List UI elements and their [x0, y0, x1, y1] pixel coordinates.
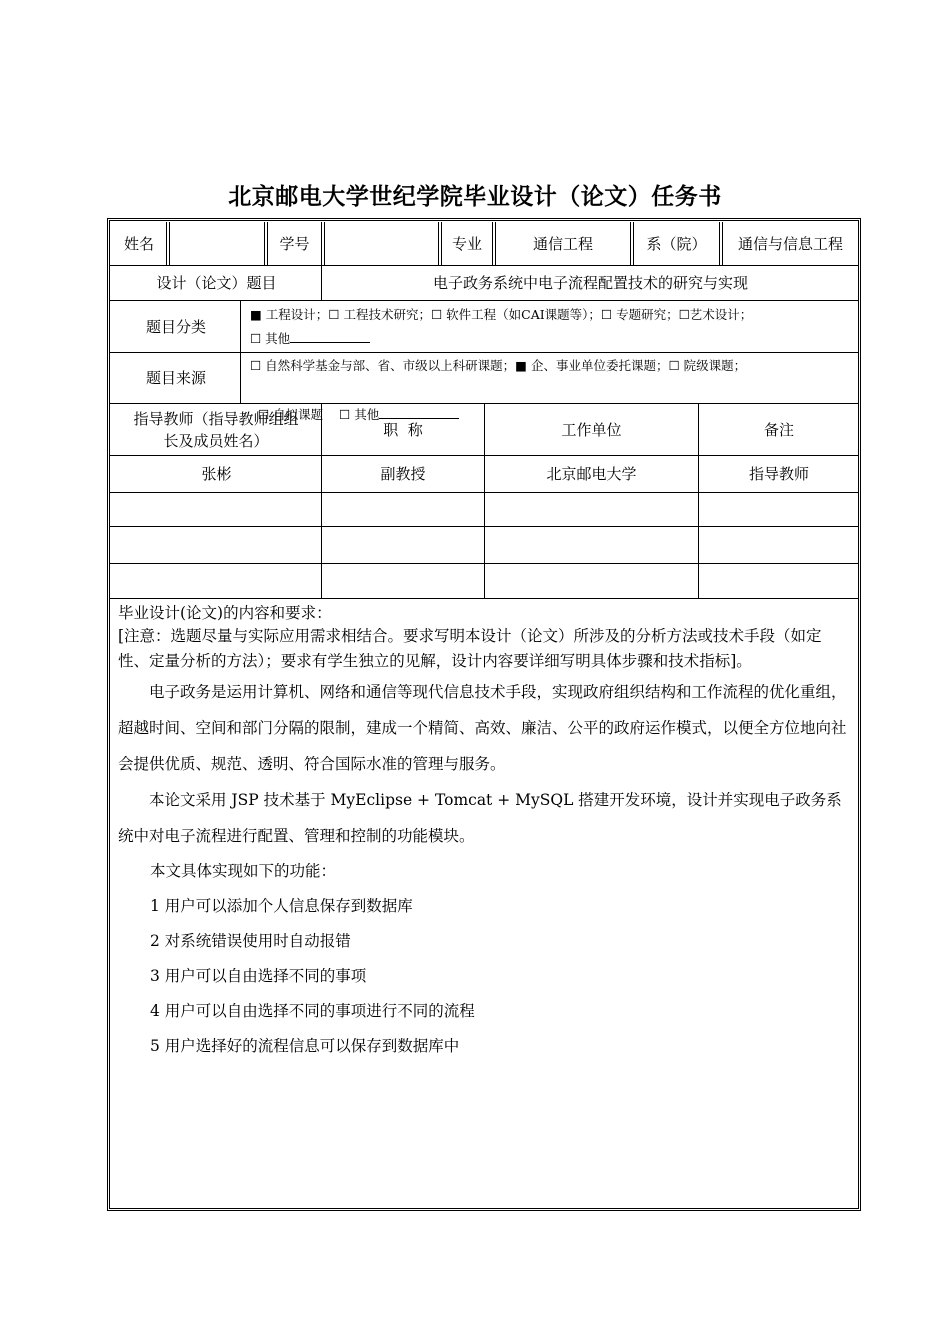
content-paragraph: 电子政务是运用计算机、网络和通信等现代信息技术手段，实现政府组织结构和工作流程的优化重组，超越时间、空间和部门分隔的限制，建成一个精简、高效、廉洁、公平的政府运作模式，以便全方位地向社会提供优质、规范、透明、符合国际水准的管理与服务。 [118, 683, 847, 773]
category-other-option: ☐ 其他 [250, 331, 291, 346]
advisor-title[interactable] [322, 493, 484, 526]
col-divider [438, 222, 439, 265]
col-divider [264, 222, 265, 265]
function-item: 3 用户可以自由选择不同的事项 [150, 967, 367, 985]
content-note: [注意：选题尽量与实际应用需求相结合。要求写明本设计（论文）所涉及的分析方法或技术手段（如定性、定量分析的方法）；要求有学生独立的见解，设计内容要详细写明具体步骤和技术指标]。 [118, 627, 822, 670]
department-label: 系（院） [646, 234, 707, 253]
page-title: 北京邮电大学世纪学院毕业设计（论文）任务书 [228, 183, 722, 210]
advisor-unit[interactable] [485, 527, 698, 563]
function-item: 1 用户可以添加个人信息保存到数据库 [150, 897, 413, 915]
student-id-value[interactable] [325, 222, 438, 265]
advisor-header-name: 指导教师（指导教师组组长及成员姓名） [133, 409, 299, 450]
source-label: 题目来源 [145, 369, 206, 387]
advisor-name[interactable] [112, 527, 321, 563]
content-paragraph: 本论文采用 JSP 技术基于 MyEclipse + Tomcat + MySQL 搭建开发环境，设计并实现电子政务系统中对电子流程进行配置、管理和控制的功能模块。 [118, 791, 842, 845]
col-divider [240, 300, 241, 403]
content-section [118, 602, 852, 1064]
category-options-line2 [250, 327, 370, 351]
advisor-remark[interactable] [699, 493, 859, 526]
advisor-unit[interactable] [485, 564, 698, 598]
category-other-blank[interactable] [290, 328, 370, 343]
function-item: 5 用户选择好的流程信息可以保存到数据库中 [150, 1037, 460, 1055]
advisor-header-unit: 工作单位 [561, 420, 622, 439]
advisor-header-title: 职 称 [383, 420, 423, 439]
row-divider [109, 598, 859, 599]
content-heading: 毕业设计(论文)的内容和要求： [118, 604, 332, 622]
function-item: 4 用户可以自由选择不同的事项进行不同的流程 [150, 1002, 475, 1020]
major-value: 通信工程 [532, 234, 593, 253]
advisor-title: 副教授 [380, 465, 426, 483]
advisor-remark: 指导教师 [748, 465, 809, 483]
advisor-unit[interactable] [485, 493, 698, 526]
advisor-header-remark: 备注 [763, 420, 794, 439]
col-divider [321, 222, 322, 265]
advisor-title[interactable] [322, 527, 484, 563]
source-other-option: ☐ 自拟课题 ☐ 其他 [257, 407, 380, 422]
advisor-name: 张彬 [201, 465, 232, 483]
function-list-intro: 本文具体实现如下的功能： [150, 862, 337, 880]
category-label: 题目分类 [145, 317, 206, 336]
col-divider [719, 222, 720, 265]
advisor-unit: 北京邮电大学 [546, 465, 637, 483]
function-item: 2 对系统错误使用时自动报错 [150, 932, 351, 950]
source-options-line1: ☐ 自然科学基金与部、省、市级以上科研课题；■ 企、事业单位委托课题；☐ 院级课题； [250, 358, 747, 373]
topic-value: 电子政务系统中电子流程配置技术的研究与实现 [432, 274, 748, 292]
category-options-line1: ■ 工程设计；☐ 工程技术研究；☐ 软件工程（如CAI课题等）；☐ 专题研究；☐艺术设计； [250, 307, 753, 322]
advisor-name[interactable] [112, 564, 321, 598]
topic-label: 设计（论文）题目 [156, 274, 277, 292]
name-value[interactable] [170, 222, 264, 265]
major-label: 专业 [451, 234, 482, 253]
col-divider [166, 222, 167, 265]
col-divider [492, 222, 493, 265]
advisor-remark[interactable] [699, 564, 859, 598]
advisor-title[interactable] [322, 564, 484, 598]
advisor-name[interactable] [112, 493, 321, 526]
col-divider [630, 222, 631, 265]
name-label: 姓名 [123, 234, 154, 253]
department-value: 通信与信息工程 [737, 234, 843, 253]
advisor-remark[interactable] [699, 527, 859, 563]
student-id-label: 学号 [279, 234, 310, 253]
